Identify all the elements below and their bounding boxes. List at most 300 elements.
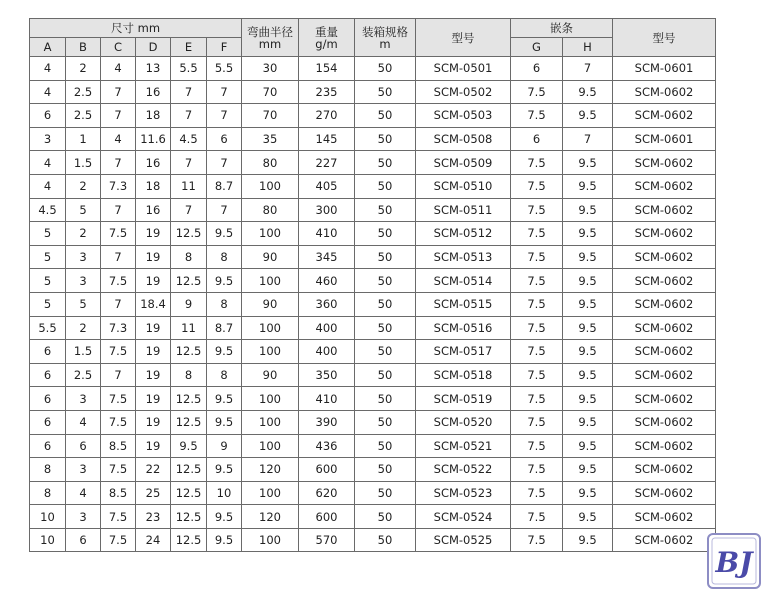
table-cell: SCM-0602 <box>613 505 716 529</box>
table-cell: SCM-0511 <box>416 198 511 222</box>
table-cell: 7.5 <box>101 410 136 434</box>
table-cell: SCM-0602 <box>613 316 716 340</box>
table-row <box>30 458 716 482</box>
table-cell: 18.4 <box>136 292 171 316</box>
table-cell: 7 <box>101 292 136 316</box>
logo-text: BJ <box>715 546 753 579</box>
table-cell: 19 <box>136 245 171 269</box>
table-cell: 2.5 <box>66 80 101 104</box>
table-cell: 5 <box>30 245 66 269</box>
table-cell: 9.5 <box>563 316 613 340</box>
table-cell: 1 <box>66 127 101 151</box>
table-cell: 19 <box>136 316 171 340</box>
table-cell: 100 <box>242 481 299 505</box>
table-cell: SCM-0522 <box>416 458 511 482</box>
table-cell: 50 <box>355 316 416 340</box>
table-cell: 50 <box>355 104 416 128</box>
table-cell: SCM-0512 <box>416 222 511 246</box>
table-cell: 50 <box>355 340 416 364</box>
table-cell: 6 <box>30 410 66 434</box>
table-row <box>30 340 716 364</box>
table-cell: 12.5 <box>171 505 207 529</box>
table-cell: 8 <box>207 292 242 316</box>
table-cell: 100 <box>242 387 299 411</box>
table-cell: SCM-0602 <box>613 434 716 458</box>
table-cell: 12.5 <box>171 458 207 482</box>
table-cell: 7.5 <box>101 222 136 246</box>
table-cell: 4 <box>30 80 66 104</box>
table-cell: 405 <box>299 174 355 198</box>
table-cell: 100 <box>242 528 299 552</box>
table-row <box>30 104 716 128</box>
table-cell: 3 <box>66 458 101 482</box>
table-cell: SCM-0513 <box>416 245 511 269</box>
table-cell: 7 <box>563 57 613 81</box>
table-cell: 50 <box>355 528 416 552</box>
table-cell: 6 <box>30 363 66 387</box>
table-cell: 8 <box>171 363 207 387</box>
table-cell: 16 <box>136 151 171 175</box>
table-cell: 100 <box>242 410 299 434</box>
table-cell: 9.5 <box>563 340 613 364</box>
table-cell: 18 <box>136 174 171 198</box>
table-cell: 9.5 <box>563 434 613 458</box>
table-cell: 7.5 <box>511 458 563 482</box>
table-cell: 2.5 <box>66 104 101 128</box>
table-cell: 7 <box>171 80 207 104</box>
table-cell: SCM-0509 <box>416 151 511 175</box>
table-cell: 9.5 <box>563 292 613 316</box>
table-cell: SCM-0523 <box>416 481 511 505</box>
table-cell: SCM-0602 <box>613 80 716 104</box>
table-cell: 50 <box>355 151 416 175</box>
table-row <box>30 222 716 246</box>
table-cell: 8.5 <box>101 481 136 505</box>
table-cell: 5 <box>30 292 66 316</box>
table-cell: SCM-0602 <box>613 387 716 411</box>
table-cell: 6 <box>66 528 101 552</box>
table-cell: SCM-0602 <box>613 269 716 293</box>
table-cell: 9.5 <box>563 363 613 387</box>
table-cell: 7 <box>101 80 136 104</box>
table-row <box>30 316 716 340</box>
table-cell: 3 <box>66 245 101 269</box>
table-cell: 7.5 <box>511 174 563 198</box>
table-row <box>30 387 716 411</box>
table-row <box>30 434 716 458</box>
table-body <box>30 57 716 552</box>
table-cell: 9.5 <box>563 174 613 198</box>
table-cell: 12.5 <box>171 222 207 246</box>
table-cell: 7.3 <box>101 174 136 198</box>
table-cell: 50 <box>355 80 416 104</box>
table-cell: 9.5 <box>563 410 613 434</box>
table-cell: 100 <box>242 434 299 458</box>
table-cell: SCM-0508 <box>416 127 511 151</box>
col-a-header: A <box>30 38 66 57</box>
table-cell: 1.5 <box>66 151 101 175</box>
table-cell: 9.5 <box>563 505 613 529</box>
table-cell: 19 <box>136 363 171 387</box>
table-cell: 100 <box>242 174 299 198</box>
table-cell: 23 <box>136 505 171 529</box>
insert-model-header: 型号 <box>613 19 716 57</box>
table-cell: 120 <box>242 505 299 529</box>
table-cell: 9.5 <box>207 387 242 411</box>
table-cell: 410 <box>299 222 355 246</box>
table-cell: 9.5 <box>563 481 613 505</box>
insert-group-header: 嵌条 <box>511 19 613 38</box>
table-cell: 2 <box>66 316 101 340</box>
brand-logo <box>706 532 762 590</box>
table-cell: 3 <box>30 127 66 151</box>
table-cell: 1.5 <box>66 340 101 364</box>
table-cell: 5 <box>30 222 66 246</box>
table-cell: 9.5 <box>563 151 613 175</box>
table-cell: 7.5 <box>101 505 136 529</box>
table-cell: 350 <box>299 363 355 387</box>
table-cell: 6 <box>511 127 563 151</box>
table-cell: 4 <box>30 151 66 175</box>
table-cell: SCM-0524 <box>416 505 511 529</box>
table-cell: 6 <box>207 127 242 151</box>
table-cell: 235 <box>299 80 355 104</box>
table-cell: 7 <box>101 104 136 128</box>
table-cell: SCM-0502 <box>416 80 511 104</box>
table-cell: 7.5 <box>101 340 136 364</box>
table-row <box>30 198 716 222</box>
col-h-header: H <box>563 38 613 57</box>
table-cell: 7.5 <box>511 104 563 128</box>
table-cell: 16 <box>136 80 171 104</box>
table-cell: SCM-0602 <box>613 245 716 269</box>
table-cell: 9.5 <box>563 80 613 104</box>
table-cell: 25 <box>136 481 171 505</box>
table-cell: 12.5 <box>171 528 207 552</box>
table-cell: 8 <box>171 245 207 269</box>
table-cell: 4 <box>101 57 136 81</box>
table-cell: SCM-0517 <box>416 340 511 364</box>
table-cell: 7.5 <box>511 505 563 529</box>
table-row <box>30 151 716 175</box>
table-cell: 270 <box>299 104 355 128</box>
table-cell: SCM-0510 <box>416 174 511 198</box>
table-cell: 6 <box>30 340 66 364</box>
table-cell: 9.5 <box>563 104 613 128</box>
table-cell: 12.5 <box>171 410 207 434</box>
table-cell: SCM-0514 <box>416 269 511 293</box>
table-cell: 6 <box>30 387 66 411</box>
table-cell: 35 <box>242 127 299 151</box>
table-cell: 80 <box>242 198 299 222</box>
table-cell: SCM-0602 <box>613 340 716 364</box>
table-cell: 7.5 <box>511 222 563 246</box>
table-cell: SCM-0602 <box>613 198 716 222</box>
table-row <box>30 80 716 104</box>
table-row <box>30 57 716 81</box>
table-row <box>30 292 716 316</box>
table-cell: SCM-0602 <box>613 528 716 552</box>
table-cell: 4.5 <box>171 127 207 151</box>
table-cell: SCM-0602 <box>613 410 716 434</box>
table-cell: 2.5 <box>66 363 101 387</box>
table-cell: 7.3 <box>101 316 136 340</box>
table-cell: SCM-0602 <box>613 363 716 387</box>
table-cell: 345 <box>299 245 355 269</box>
table-cell: 7 <box>101 151 136 175</box>
table-cell: 16 <box>136 198 171 222</box>
table-cell: 18 <box>136 104 171 128</box>
table-cell: 3 <box>66 269 101 293</box>
table-cell: 5.5 <box>171 57 207 81</box>
table-cell: 4.5 <box>30 198 66 222</box>
table-cell: 8.5 <box>101 434 136 458</box>
table-cell: 7 <box>207 104 242 128</box>
table-cell: 10 <box>30 505 66 529</box>
table-cell: 50 <box>355 481 416 505</box>
table-cell: 620 <box>299 481 355 505</box>
table-cell: 7.5 <box>511 80 563 104</box>
table-cell: 9.5 <box>207 458 242 482</box>
table-cell: 11.6 <box>136 127 171 151</box>
table-cell: 7 <box>207 151 242 175</box>
table-cell: 9.5 <box>563 198 613 222</box>
table-cell: 7 <box>563 127 613 151</box>
table-cell: 7 <box>101 363 136 387</box>
table-cell: SCM-0602 <box>613 458 716 482</box>
table-cell: 30 <box>242 57 299 81</box>
table-cell: 7.5 <box>511 363 563 387</box>
table-row <box>30 505 716 529</box>
table-cell: SCM-0602 <box>613 104 716 128</box>
table-cell: 7.5 <box>101 387 136 411</box>
model-header: 型号 <box>416 19 511 57</box>
table-cell: 400 <box>299 340 355 364</box>
table-row <box>30 481 716 505</box>
table-cell: 90 <box>242 292 299 316</box>
table-cell: 11 <box>171 316 207 340</box>
table-cell: 3 <box>66 387 101 411</box>
table-row <box>30 127 716 151</box>
table-cell: SCM-0518 <box>416 363 511 387</box>
table-cell: SCM-0601 <box>613 127 716 151</box>
table-cell: 50 <box>355 410 416 434</box>
table-cell: 12.5 <box>171 340 207 364</box>
table-cell: 5 <box>66 292 101 316</box>
table-cell: 5 <box>30 269 66 293</box>
table-cell: 570 <box>299 528 355 552</box>
table-cell: 460 <box>299 269 355 293</box>
table-cell: 7.5 <box>511 387 563 411</box>
table-cell: SCM-0602 <box>613 151 716 175</box>
table-cell: SCM-0519 <box>416 387 511 411</box>
table-cell: 12.5 <box>171 481 207 505</box>
table-cell: 19 <box>136 387 171 411</box>
table-cell: 7 <box>171 198 207 222</box>
table-cell: SCM-0520 <box>416 410 511 434</box>
weight-header: 重量 g/m <box>299 19 355 57</box>
table-row <box>30 363 716 387</box>
table-cell: SCM-0516 <box>416 316 511 340</box>
table-cell: 19 <box>136 222 171 246</box>
table-cell: 9.5 <box>207 269 242 293</box>
table-cell: 9.5 <box>563 387 613 411</box>
table-row <box>30 410 716 434</box>
table-cell: 154 <box>299 57 355 81</box>
table-cell: 50 <box>355 458 416 482</box>
table-cell: 50 <box>355 198 416 222</box>
table-cell: 9 <box>207 434 242 458</box>
table-cell: 12.5 <box>171 387 207 411</box>
table-cell: 6 <box>66 434 101 458</box>
table-cell: 436 <box>299 434 355 458</box>
table-cell: 7.5 <box>511 434 563 458</box>
table-cell: 2 <box>66 57 101 81</box>
table-cell: 90 <box>242 363 299 387</box>
table-cell: SCM-0503 <box>416 104 511 128</box>
table-cell: SCM-0602 <box>613 174 716 198</box>
table-cell: 24 <box>136 528 171 552</box>
table-cell: 7.5 <box>511 269 563 293</box>
table-cell: 300 <box>299 198 355 222</box>
table-cell: 10 <box>207 481 242 505</box>
table-cell: 4 <box>30 57 66 81</box>
table-cell: 145 <box>299 127 355 151</box>
table-cell: 6 <box>30 104 66 128</box>
table-cell: 100 <box>242 316 299 340</box>
table-cell: 10 <box>30 528 66 552</box>
table-cell: 80 <box>242 151 299 175</box>
table-row <box>30 269 716 293</box>
table-cell: 50 <box>355 387 416 411</box>
table-cell: SCM-0601 <box>613 57 716 81</box>
table-cell: 7 <box>171 104 207 128</box>
table-cell: 410 <box>299 387 355 411</box>
table-cell: 9.5 <box>171 434 207 458</box>
col-g-header: G <box>511 38 563 57</box>
table-cell: 9.5 <box>207 340 242 364</box>
table-cell: SCM-0501 <box>416 57 511 81</box>
table-cell: 12.5 <box>171 269 207 293</box>
table-cell: 7 <box>207 198 242 222</box>
table-cell: 19 <box>136 340 171 364</box>
table-cell: 6 <box>511 57 563 81</box>
table-cell: 9.5 <box>207 410 242 434</box>
table-cell: 70 <box>242 104 299 128</box>
table-cell: 8 <box>207 363 242 387</box>
table-cell: SCM-0602 <box>613 481 716 505</box>
table-cell: 8.7 <box>207 174 242 198</box>
table-cell: 13 <box>136 57 171 81</box>
table-cell: 5.5 <box>30 316 66 340</box>
table-cell: 19 <box>136 434 171 458</box>
table-cell: 7.5 <box>511 151 563 175</box>
size-group-header: 尺寸 mm <box>30 19 242 38</box>
table-cell: 50 <box>355 269 416 293</box>
table-cell: 9.5 <box>207 528 242 552</box>
table-cell: 50 <box>355 57 416 81</box>
table-cell: 11 <box>171 174 207 198</box>
table-cell: 9.5 <box>563 269 613 293</box>
table-cell: 9.5 <box>563 245 613 269</box>
table-cell: 4 <box>101 127 136 151</box>
table-cell: 8 <box>207 245 242 269</box>
table-cell: 7 <box>101 245 136 269</box>
table-cell: 50 <box>355 222 416 246</box>
table-cell: 9.5 <box>207 505 242 529</box>
table-cell: 7.5 <box>511 245 563 269</box>
table-cell: 3 <box>66 505 101 529</box>
table-cell: 7.5 <box>511 528 563 552</box>
col-d-header: D <box>136 38 171 57</box>
packing-header: 装箱规格 m <box>355 19 416 57</box>
table-cell: 19 <box>136 410 171 434</box>
table-cell: 7.5 <box>101 458 136 482</box>
table-cell: 600 <box>299 458 355 482</box>
table-cell: 9.5 <box>563 458 613 482</box>
table-cell: 4 <box>66 410 101 434</box>
table-cell: 390 <box>299 410 355 434</box>
table-cell: 7 <box>171 151 207 175</box>
table-cell: 9.5 <box>207 222 242 246</box>
table-cell: 7 <box>101 198 136 222</box>
table-cell: SCM-0525 <box>416 528 511 552</box>
table-cell: 8 <box>30 458 66 482</box>
table-cell: 7.5 <box>101 269 136 293</box>
table-cell: 50 <box>355 174 416 198</box>
table-cell: 50 <box>355 292 416 316</box>
table-cell: 4 <box>66 481 101 505</box>
table-cell: 7.5 <box>511 292 563 316</box>
col-c-header: C <box>101 38 136 57</box>
table-cell: 7.5 <box>511 481 563 505</box>
table-cell: 22 <box>136 458 171 482</box>
table-cell: 400 <box>299 316 355 340</box>
table-cell: 19 <box>136 269 171 293</box>
col-b-header: B <box>66 38 101 57</box>
table-cell: SCM-0515 <box>416 292 511 316</box>
table-cell: 5.5 <box>207 57 242 81</box>
table-cell: 50 <box>355 245 416 269</box>
table-cell: 100 <box>242 222 299 246</box>
table-cell: 70 <box>242 80 299 104</box>
table-cell: SCM-0602 <box>613 292 716 316</box>
table-cell: 2 <box>66 174 101 198</box>
table-cell: 227 <box>299 151 355 175</box>
col-f-header: F <box>207 38 242 57</box>
table-row <box>30 245 716 269</box>
table-cell: 6 <box>30 434 66 458</box>
table-cell: 7.5 <box>511 410 563 434</box>
table-cell: 5 <box>66 198 101 222</box>
table-cell: 2 <box>66 222 101 246</box>
spec-table <box>29 18 716 552</box>
table-cell: SCM-0521 <box>416 434 511 458</box>
table-cell: 7 <box>207 80 242 104</box>
table-cell: 100 <box>242 340 299 364</box>
table-cell: 50 <box>355 363 416 387</box>
table-row <box>30 174 716 198</box>
table-cell: 9.5 <box>563 222 613 246</box>
bend-radius-header: 弯曲半径 mm <box>242 19 299 57</box>
table-cell: 8 <box>30 481 66 505</box>
table-cell: 8.7 <box>207 316 242 340</box>
table-cell: 50 <box>355 127 416 151</box>
table-cell: 9.5 <box>563 528 613 552</box>
table-cell: 360 <box>299 292 355 316</box>
table-cell: 600 <box>299 505 355 529</box>
col-e-header: E <box>171 38 207 57</box>
